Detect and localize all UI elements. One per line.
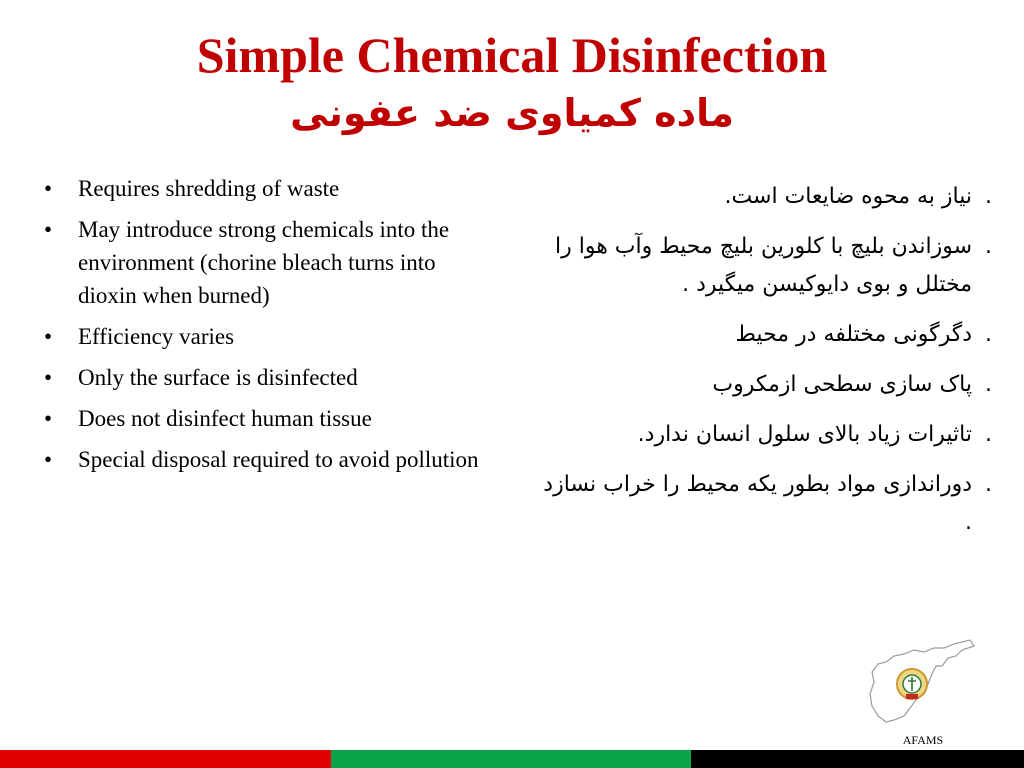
slide-title: Simple Chemical Disinfection: [196, 27, 828, 83]
dari-bullet-list: [540, 178, 992, 554]
afghanistan-map-logo: [866, 636, 976, 731]
english-bullet-item: • Does not disinfect human tissue: [40, 402, 480, 435]
footer-stripe-green: [331, 750, 691, 768]
english-bullet-list: [40, 172, 480, 484]
english-bullet-item: • Only the surface is disinfected: [40, 361, 480, 394]
english-bullet-item: • Requires shredding of waste: [40, 172, 480, 205]
dari-bullet-item: . دوراندازی مواد بطور یکه محیط را خراب نسازد .: [540, 466, 992, 542]
dari-bullet-item: . تاثیرات زیاد بالای سلول انسان ندارد.: [540, 416, 992, 454]
dari-bullet-item: . دگرگونی مختلفه در محیط: [540, 316, 992, 354]
afams-label: AFAMS: [902, 733, 944, 747]
footer-stripe-red: [0, 750, 331, 768]
dari-bullet-item: . پاک سازی سطحی ازمکروب: [540, 366, 992, 404]
footer-stripe-black: [691, 750, 1024, 768]
dari-bullet-item: . نیاز به محوه ضایعات است.: [540, 178, 992, 216]
dari-bullet-item: . سوزاندن بلیچ با کلورین بلیچ محیط وآب هوا را مختلل و بوی دایوکیسن میگیرد .: [540, 228, 992, 304]
slide-subtitle: ماده کمیاوی ضد عفونی: [290, 91, 734, 135]
english-bullet-item: • Efficiency varies: [40, 320, 480, 353]
english-bullet-item: • Special disposal required to avoid pollution: [40, 443, 480, 476]
english-bullet-item: • May introduce strong chemicals into the environment (chorine bleach turns into dioxin when burned): [40, 213, 480, 312]
